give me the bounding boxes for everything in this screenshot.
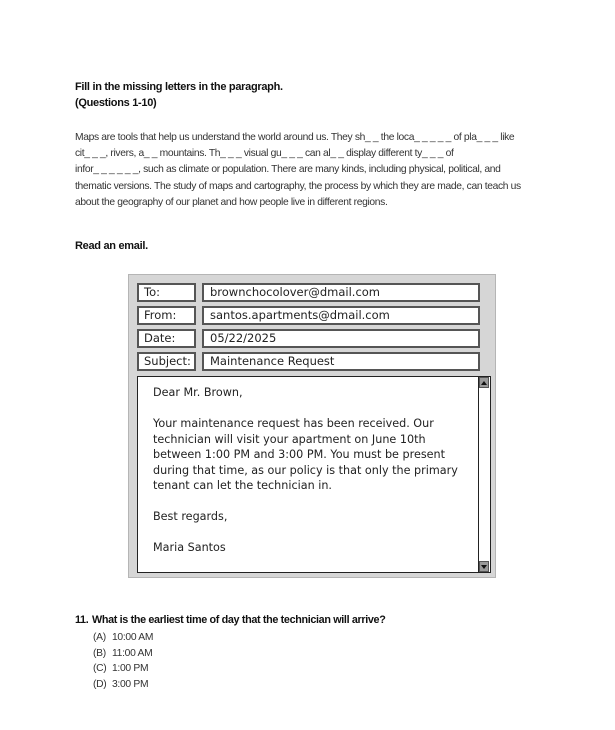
fill-in-paragraph: [75, 130, 565, 211]
email-greeting: Dear Mr. Brown,: [153, 386, 243, 399]
email-from-value: santos.apartments@dmail.com: [202, 306, 480, 325]
option-text: 1:00 PM: [112, 663, 149, 674]
email-from-label: From:: [137, 306, 196, 325]
section-subheading-questions-range: (Questions 1-10): [75, 97, 157, 109]
paragraph-line: thematic versions. The study of maps and cartography, the process by which they are made, can teach us: [75, 180, 521, 192]
email-message: Your maintenance request has been received. Our technician will visit your apartment on June 10th between 1:00 PM and 3:00 PM. You must be present during that time, as our policy is that only the primary tenant can let the technician in.: [153, 417, 458, 492]
paragraph-line: Maps are tools that help us understand the world around us. They sh_ _ the loca_ _ _ _ _ of pla_ _ _ like: [75, 132, 515, 143]
email-window: [128, 274, 496, 578]
option-letter: (C): [93, 663, 107, 674]
paragraph-line: cit_ _ _, rivers, a_ _ mountains. Th_ _ _ visual gu_ _ _ can al_ _ display different ty_ _ _ of: [75, 148, 454, 160]
paragraph-line: infor_ _ _ _ _ _, such as climate or population. There are many kinds, including physical, political, and: [75, 164, 501, 176]
email-body-text: [153, 385, 473, 571]
answer-options: [93, 630, 153, 692]
answer-option-d[interactable]: [93, 677, 153, 693]
option-letter: (B): [93, 647, 106, 659]
triangle-up-icon: [481, 381, 487, 385]
option-text: 11:00 AM: [112, 647, 153, 659]
email-signature: Maria Santos: [153, 541, 226, 554]
section-heading-fill-in: Fill in the missing letters in the paragraph.: [75, 81, 283, 93]
email-subject-value: Maintenance Request: [202, 352, 480, 371]
question-text: What is the earliest time of day that the technician will arrive?: [92, 614, 386, 626]
scroll-up-button[interactable]: [479, 377, 489, 388]
answer-option-a[interactable]: [93, 630, 153, 646]
answer-option-b[interactable]: [93, 646, 153, 662]
email-closing: Best regards,: [153, 510, 228, 523]
answer-option-c[interactable]: [93, 661, 153, 677]
option-text: 10:00 AM: [112, 632, 154, 643]
email-body: [137, 376, 491, 573]
option-letter: (D): [93, 678, 107, 690]
email-to-label: To:: [137, 283, 196, 302]
option-text: 3:00 PM: [112, 678, 149, 690]
email-scrollbar[interactable]: [478, 377, 490, 572]
triangle-down-icon: [481, 565, 487, 569]
paragraph-line: about the geography of our planet and how people live in different regions.: [75, 196, 388, 208]
email-date-value: 05/22/2025: [202, 329, 480, 348]
section-heading-read-email: Read an email.: [75, 240, 148, 252]
option-letter: (A): [93, 632, 106, 643]
question-number: 11.: [75, 614, 89, 626]
scroll-down-button[interactable]: [479, 561, 489, 572]
question-11: [75, 614, 385, 626]
email-to-value: brownchocolover@dmail.com: [202, 283, 480, 302]
email-subject-label: Subject:: [137, 352, 196, 371]
email-date-label: Date:: [137, 329, 196, 348]
